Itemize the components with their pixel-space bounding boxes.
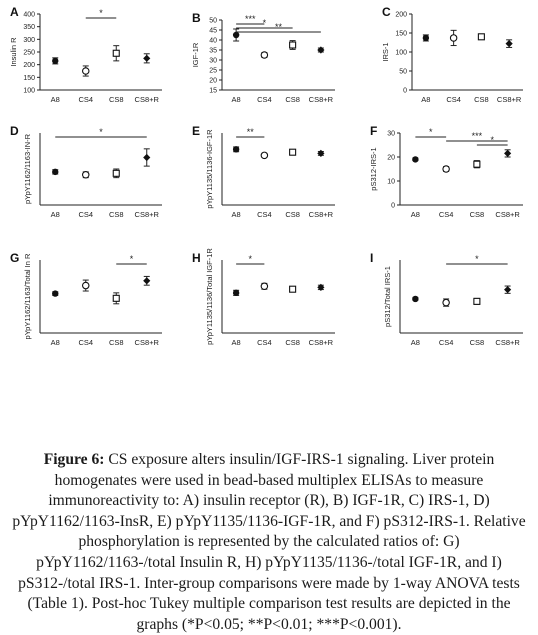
data-point [113,170,119,176]
data-point [478,34,484,40]
panel-g [10,251,162,347]
significance-label: * [248,254,253,264]
y-tick-label: 300 [23,36,35,44]
x-tick-label: A8 [50,95,60,104]
data-point [233,32,239,38]
y-tick-label: 400 [23,11,35,19]
significance-label: * [428,127,433,137]
x-tick-label: CS8 [108,338,124,347]
x-tick-label: CS4 [438,210,454,219]
data-point [504,286,511,293]
x-tick-label: CS8+R [308,95,334,104]
panel-b [191,11,335,104]
y-tick-label: 25 [209,67,217,75]
data-point [233,146,239,152]
significance-label: * [129,254,134,264]
y-tick-label: 30 [209,57,217,65]
x-tick-label: CS8+R [134,338,159,347]
x-tick-label: A8 [231,95,241,104]
y-tick-label: 45 [209,27,217,35]
caption-label: Figure 6: [43,451,105,468]
panel-f [369,124,523,219]
x-tick-label: CS8 [108,95,124,104]
significance-label: * [262,18,267,28]
data-point [474,161,480,167]
y-axis-label: Insulin R [9,37,18,67]
y-tick-label: 30 [387,130,395,138]
x-tick-label: CS8+R [134,210,159,219]
x-tick-label: A8 [231,338,241,347]
panel-e [192,124,335,219]
data-point [143,55,150,62]
y-tick-label: 15 [209,87,217,95]
x-tick-label: CS8 [285,338,300,347]
x-tick-label: CS4 [257,338,272,347]
data-point [261,52,267,58]
panel-letter: D [10,124,19,138]
x-tick-label: CS8 [285,210,300,219]
panel-d [10,124,162,219]
data-point [290,42,296,48]
panel-c [381,5,523,104]
panel-letter: E [192,124,201,138]
panel-h [192,248,335,347]
y-tick-label: 50 [209,17,217,25]
data-point [504,150,511,157]
x-tick-label: CS4 [78,95,94,104]
data-point [412,296,418,302]
y-axis-label: pYpY1135/1136/Total IGF-1R [205,248,214,345]
x-tick-label: CS8 [474,95,489,104]
y-axis-label: pYpY1135/1136-IGF-1R [205,129,214,209]
x-tick-label: CS8+R [308,210,334,219]
y-axis-label: pS312-IRS-1 [369,147,378,191]
data-point [233,290,239,296]
y-tick-label: 35 [209,47,217,55]
panel-letter: G [10,251,20,265]
x-tick-label: CS4 [78,338,94,347]
x-tick-label: CS8+R [496,95,522,104]
data-point [423,35,429,41]
x-tick-label: A8 [410,338,420,347]
y-tick-label: 40 [209,37,217,45]
x-tick-label: CS4 [446,95,461,104]
x-tick-label: CS8+R [495,338,520,347]
y-tick-label: 100 [395,49,407,57]
data-point [506,40,513,47]
data-point [113,50,119,56]
y-tick-label: 150 [395,30,407,38]
x-tick-label: CS8+R [495,210,520,219]
panel-a [9,5,162,104]
significance-label: *** [244,14,256,24]
significance-label: * [490,135,495,145]
data-point [83,282,89,288]
y-tick-label: 10 [387,178,395,186]
figure-caption [8,450,530,635]
data-point [83,68,89,74]
x-tick-label: CS8 [469,210,485,219]
y-tick-label: 0 [403,87,407,95]
y-tick-label: 250 [23,49,35,57]
data-point [261,152,267,158]
y-tick-label: 0 [391,202,395,210]
x-tick-label: A8 [50,210,60,219]
y-tick-label: 20 [209,77,217,85]
data-point [52,58,58,64]
y-tick-label: 200 [23,62,35,70]
x-tick-label: CS4 [257,95,272,104]
data-point [143,154,150,161]
data-point [412,156,418,162]
data-point [443,299,449,305]
y-axis-label: IRS-1 [381,42,390,62]
x-tick-label: CS8 [285,95,300,104]
y-tick-label: 150 [23,74,35,82]
x-tick-label: CS4 [438,338,454,347]
significance-label: *** [471,131,483,141]
panel-letter: B [192,11,201,25]
panel-letter: C [382,5,391,19]
x-tick-label: A8 [421,95,431,104]
data-point [83,172,89,178]
data-point [52,169,58,175]
x-tick-label: CS8+R [134,95,159,104]
y-axis-label: pYpY1162/1163/Total In R [23,253,32,340]
x-tick-label: CS4 [78,210,94,219]
y-tick-label: 350 [23,24,35,32]
x-tick-label: CS8 [108,210,124,219]
data-point [290,286,296,292]
panel-i [370,251,523,347]
data-point [113,295,119,301]
data-point [261,283,267,289]
y-tick-label: 20 [387,154,395,162]
significance-label: * [475,254,479,264]
y-axis-label: pS312/Total IRS-1 [383,266,392,327]
data-point [317,150,324,157]
significance-label: ** [274,22,283,32]
x-tick-label: CS4 [257,210,272,219]
x-tick-label: CS8+R [308,338,334,347]
y-axis-label: pYpY1162/1163-IN-R [23,133,32,205]
data-point [474,298,480,304]
caption-text: CS exposure alters insulin/IGF-IRS-1 signaling. Liver protein homogenates were used in bead-based multiplex ELISAs to measure immunoreactivity to: A) insulin receptor (R), B) IGF-1R, C) IRS-1, D) pYpY1162/1163-InsR, E) pYpY1135/1136-IGF-1R, and F) pS312-IRS-1. Relative phosphorylation is represented by the calculated ratios of: G) pYpY1162/1163-/total Insulin R, H) pYpY1135/1136-/total IGF-1R, and I) pS312-/total IRS-1. Inter-group comparisons were made by 1-way ANOVA tests (Table 1). Post-hoc Tukey multiple comparison test results are depicted in the graphs (*P<0.05; **P<0.01; ***P<0.001). [12,451,526,633]
x-tick-label: CS8 [469,338,485,347]
data-point [317,46,324,53]
x-tick-label: A8 [50,338,60,347]
significance-label: * [99,8,103,18]
panel-letter: F [370,124,378,138]
y-tick-label: 50 [399,68,407,76]
data-point [52,290,58,296]
data-point [143,277,150,284]
data-point [443,166,449,172]
panel-letter: H [192,251,201,265]
y-axis-label: IGF-1R [191,42,200,68]
y-tick-label: 200 [395,11,407,19]
y-tick-label: 100 [23,87,35,95]
panel-letter: I [370,251,374,265]
x-tick-label: A8 [410,210,420,219]
data-point [450,35,456,41]
significance-label: ** [246,127,254,137]
panel-letter: A [10,5,19,19]
data-point [290,149,296,155]
x-tick-label: A8 [231,210,241,219]
significance-label: * [99,127,103,137]
